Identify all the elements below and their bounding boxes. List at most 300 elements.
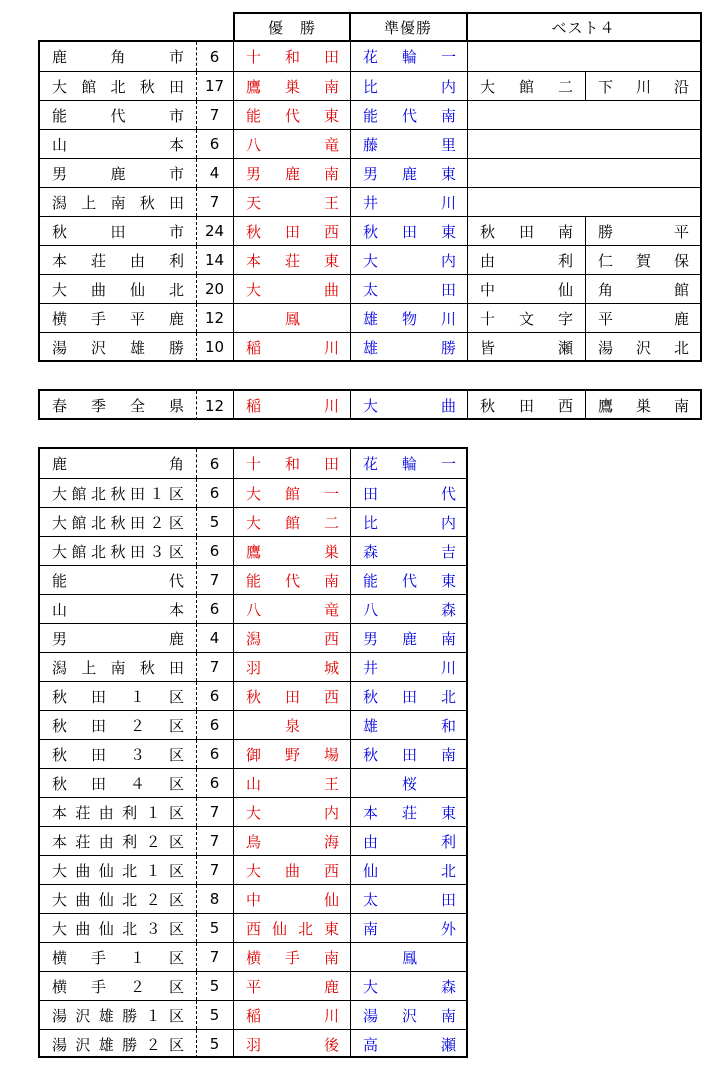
region-cell xyxy=(40,972,196,1000)
region-cell-char: 手 xyxy=(90,948,106,967)
region-cell-char: 季 xyxy=(90,397,106,415)
winner-cell-char: 巣 xyxy=(323,542,339,561)
runner-up-cell-char: 東 xyxy=(440,803,456,822)
table-row xyxy=(40,1029,466,1058)
winner-cell-char: 西 xyxy=(323,629,339,648)
winner-cell-char: 西 xyxy=(246,919,262,938)
best4-cell-char: 利 xyxy=(557,251,573,270)
runner-up-cell-char: 田 xyxy=(440,890,456,909)
runner-up-cell-char: 花 xyxy=(363,455,379,473)
region-cell-char: 秋 xyxy=(52,687,68,706)
runner-up-cell-char: 由 xyxy=(363,832,379,851)
region-cell-char: 秋 xyxy=(110,542,126,561)
winner-cell xyxy=(234,827,351,855)
runner-up-cell-char: 大 xyxy=(363,397,379,415)
region-cell-char: 田 xyxy=(90,687,106,706)
runner-up-cell-char: 代 xyxy=(440,484,456,503)
table-row xyxy=(40,158,700,187)
winner-cell-char: 鹿 xyxy=(284,164,300,183)
winner-cell xyxy=(234,711,351,739)
table-row xyxy=(40,913,466,942)
table-row xyxy=(40,274,700,303)
region-cell-char: 湯 xyxy=(52,338,68,357)
runner-up-cell-char: 仙 xyxy=(363,861,379,880)
region-cell-char: 曲 xyxy=(90,280,106,299)
winner-cell-char: 十 xyxy=(246,455,262,473)
best4-cell-char: 角 xyxy=(598,280,614,299)
table-row xyxy=(40,826,466,855)
region-cell-char: ３ xyxy=(145,919,161,938)
best4-cell-char: 賀 xyxy=(635,251,651,270)
table-row xyxy=(40,478,466,507)
runner-up-cell xyxy=(351,1030,468,1058)
winner-cell-char: 南 xyxy=(323,571,339,590)
runner-up-cell-char: 沢 xyxy=(401,1006,417,1025)
runner-up-cell xyxy=(351,682,468,710)
region-cell-char: ２ xyxy=(129,716,145,735)
region-cell xyxy=(40,72,196,100)
best4-cell-char: 大 xyxy=(480,77,496,96)
winner-cell-char: 西 xyxy=(323,222,339,241)
table-row xyxy=(40,681,466,710)
winner-cell-char: 能 xyxy=(246,571,262,590)
winner-cell-char: 大 xyxy=(246,513,262,532)
runner-up-cell xyxy=(351,740,468,768)
best4-cell-char: 北 xyxy=(673,338,689,357)
best4-cell xyxy=(586,246,701,274)
table-row xyxy=(40,42,700,71)
region-cell xyxy=(40,856,196,884)
region-cell-char: 曲 xyxy=(75,861,91,880)
best4-cell xyxy=(586,217,701,245)
team-count: 4 xyxy=(209,164,220,182)
region-cell-char: 秋 xyxy=(110,484,126,503)
winner-cell xyxy=(234,682,351,710)
runner-up-cell-char: 田 xyxy=(401,687,417,706)
region-cell-char: 雄 xyxy=(129,338,145,357)
region-cell xyxy=(40,101,196,129)
region-cell-char: 田 xyxy=(90,716,106,735)
runner-up-cell-char: 森 xyxy=(363,542,379,561)
region-cell-char: 湯 xyxy=(52,1006,68,1025)
runner-up-cell-char: 森 xyxy=(440,600,456,619)
runner-up-cell-char: 代 xyxy=(401,571,417,590)
region-cell-char: 田 xyxy=(90,745,106,764)
best4-cell-char: 沢 xyxy=(635,338,651,357)
region-cell-char: 湯 xyxy=(52,1035,68,1054)
best4-cell xyxy=(586,333,701,361)
runner-up-cell xyxy=(351,391,468,420)
region-cell-char: 大 xyxy=(52,890,68,909)
team-count: 8 xyxy=(209,890,220,908)
region-cell-char: 秋 xyxy=(52,716,68,735)
best4-cell xyxy=(586,391,701,420)
table-row xyxy=(40,187,700,216)
region-cell-char: 利 xyxy=(122,803,138,822)
winner-cell-char: 後 xyxy=(323,1035,339,1054)
best4-cell-char: 勝 xyxy=(598,222,614,241)
region-cell-char: 区 xyxy=(168,745,184,764)
runner-up-cell-char: 比 xyxy=(363,513,379,532)
winner-cell-char: 羽 xyxy=(246,658,262,677)
region-cell-char: 上 xyxy=(81,658,97,677)
runner-up-cell xyxy=(351,653,468,681)
runner-up-cell-char: 秋 xyxy=(363,745,379,764)
table-row xyxy=(40,971,466,1000)
winner-cell-char: 東 xyxy=(323,106,339,125)
team-count: 6 xyxy=(209,687,220,705)
region-cell-char: 秋 xyxy=(139,193,155,212)
region-cell-char: 区 xyxy=(168,542,184,561)
winner-cell-char: 東 xyxy=(323,919,339,938)
table-row xyxy=(40,100,700,129)
team-count: 5 xyxy=(209,513,220,531)
table-row xyxy=(40,594,466,623)
best4-cell-char: 平 xyxy=(673,222,689,241)
runner-up-cell xyxy=(351,188,468,216)
runner-up-cell xyxy=(351,130,468,158)
winner-cell-char: 大 xyxy=(246,861,262,880)
winner-cell-char: 一 xyxy=(323,484,339,503)
team-count: 6 xyxy=(209,135,220,153)
region-cell-char: 大 xyxy=(52,542,68,561)
winner-cell-char: 鷹 xyxy=(246,77,262,96)
runner-up-cell-char: 鹿 xyxy=(401,164,417,183)
table-row xyxy=(40,884,466,913)
winner-cell xyxy=(234,740,351,768)
team-count: 7 xyxy=(209,193,220,211)
region-cell-char: 館 xyxy=(71,484,87,503)
team-count: 5 xyxy=(209,1035,220,1053)
winner-cell-char: 泉 xyxy=(284,716,300,735)
winner-cell-char: 代 xyxy=(284,106,300,125)
region-cell-char: 荘 xyxy=(90,251,106,270)
runner-up-cell-char: 能 xyxy=(363,571,379,590)
region-cell-char: 仙 xyxy=(129,280,145,299)
best4-cell xyxy=(468,304,585,332)
region-cell-char: 鹿 xyxy=(110,164,126,183)
region-cell-char: ３ xyxy=(129,745,145,764)
region-cell xyxy=(40,246,196,274)
region-cell-char: 横 xyxy=(52,948,68,967)
region-cell-char: 北 xyxy=(90,484,106,503)
runner-up-cell-char: 湯 xyxy=(363,1006,379,1025)
table-row xyxy=(40,129,700,158)
region-cell xyxy=(40,682,196,710)
runner-up-cell-char: 秋 xyxy=(363,687,379,706)
winner-cell xyxy=(234,566,351,594)
region-cell-char: 北 xyxy=(90,542,106,561)
runner-up-cell-char: 里 xyxy=(440,135,456,154)
table-row xyxy=(40,1000,466,1029)
region-cell xyxy=(40,130,196,158)
runner-up-cell-char: 勝 xyxy=(440,338,456,357)
best4-cell-char: 館 xyxy=(673,280,689,299)
region-cell-char: ３ xyxy=(149,542,165,561)
table-row xyxy=(40,942,466,971)
winner-cell-char: 鷹 xyxy=(246,542,262,561)
runner-up-cell-char: 東 xyxy=(440,571,456,590)
winner-cell-char: 潟 xyxy=(246,629,262,648)
region-cell xyxy=(40,798,196,826)
winner-cell-char: 和 xyxy=(284,455,300,473)
runner-up-cell xyxy=(351,42,468,71)
runner-up-cell-char: 井 xyxy=(363,193,379,212)
winner-cell xyxy=(234,1030,351,1058)
best4-cell xyxy=(468,391,585,420)
best4-cell-char: 下 xyxy=(598,77,614,96)
team-count: 6 xyxy=(209,47,220,66)
best4-cell xyxy=(468,275,585,303)
region-cell xyxy=(40,537,196,565)
runner-up-cell-char: 利 xyxy=(440,832,456,851)
runner-up-cell-char: 東 xyxy=(440,164,456,183)
region-cell-char: １ xyxy=(129,948,145,967)
region-cell-char: 代 xyxy=(110,106,126,125)
team-count: 7 xyxy=(209,106,220,124)
region-cell-char: 田 xyxy=(168,77,184,96)
region-cell-char: 田 xyxy=(129,484,145,503)
winner-cell-char: 城 xyxy=(323,658,339,677)
runner-up-cell-char: 能 xyxy=(363,106,379,125)
region-cell-char: 田 xyxy=(168,658,184,677)
team-count: 7 xyxy=(209,861,220,879)
table-row xyxy=(40,449,466,478)
winner-cell-char: 川 xyxy=(323,338,339,357)
runner-up-cell-char: 藤 xyxy=(363,135,379,154)
best4-cell-char: 文 xyxy=(518,309,534,328)
best4-cell-char: 由 xyxy=(480,251,496,270)
region-cell-char: ２ xyxy=(129,977,145,996)
runner-up-cell xyxy=(351,479,468,507)
region-cell-char: 本 xyxy=(52,803,68,822)
winner-cell-char: 仙 xyxy=(271,919,287,938)
winner-cell xyxy=(234,275,351,303)
region-cell-char: 秋 xyxy=(52,774,68,793)
table-row xyxy=(40,507,466,536)
team-count: 6 xyxy=(209,774,220,792)
best4-cell-char: 川 xyxy=(635,77,651,96)
runner-up-cell xyxy=(351,217,468,245)
winner-cell-char: 男 xyxy=(246,164,262,183)
winner-cell-char: 御 xyxy=(246,745,262,764)
table-row xyxy=(40,768,466,797)
best4-cell-char: 平 xyxy=(598,309,614,328)
region-cell-char: 田 xyxy=(129,513,145,532)
table-row xyxy=(40,391,700,420)
winner-cell-char: 南 xyxy=(323,77,339,96)
best4-cell-char: 田 xyxy=(518,222,534,241)
runner-up-cell xyxy=(351,333,468,361)
region-cell-char: 市 xyxy=(168,106,184,125)
winner-cell-char: 川 xyxy=(323,1006,339,1025)
winner-cell xyxy=(234,479,351,507)
winner-cell-char: 館 xyxy=(284,513,300,532)
runner-up-cell-char: 川 xyxy=(440,193,456,212)
winner-cell xyxy=(234,624,351,652)
region-cell-char: 沢 xyxy=(90,338,106,357)
winner-cell-char: 稲 xyxy=(246,397,262,415)
winner-cell-char: 秋 xyxy=(246,222,262,241)
team-count: 12 xyxy=(204,309,225,327)
region-cell-char: 横 xyxy=(52,977,68,996)
runner-up-cell-char: 東 xyxy=(440,222,456,241)
runner-up-cell-char: 比 xyxy=(363,77,379,96)
runner-up-cell xyxy=(351,711,468,739)
region-cell-char: 北 xyxy=(110,77,126,96)
region-cell-char: １ xyxy=(145,803,161,822)
runner-up-cell-char: 代 xyxy=(401,106,417,125)
region-cell-char: 鹿 xyxy=(168,629,184,648)
runner-up-cell-char: 田 xyxy=(401,745,417,764)
runner-up-cell-char: 太 xyxy=(363,890,379,909)
runner-up-cell xyxy=(351,246,468,274)
region-cell-char: 鹿 xyxy=(168,309,184,328)
runner-up-cell-char: 物 xyxy=(401,309,417,328)
runner-up-cell-char: 本 xyxy=(363,803,379,822)
spring-results-table xyxy=(38,389,702,420)
runner-up-cell-char: 一 xyxy=(440,455,456,473)
region-cell-char: 区 xyxy=(168,977,184,996)
winner-cell-char: 中 xyxy=(246,890,262,909)
region-cell xyxy=(40,159,196,187)
table-row xyxy=(40,710,466,739)
region-cell-char: 潟 xyxy=(52,193,68,212)
winner-cell-char: 大 xyxy=(246,484,262,503)
region-cell-char: 男 xyxy=(52,164,68,183)
region-cell-char: 北 xyxy=(122,890,138,909)
region-cell xyxy=(40,769,196,797)
runner-up-cell-char: 川 xyxy=(440,309,456,328)
winner-cell-char: 西 xyxy=(323,687,339,706)
team-count: 6 xyxy=(209,600,220,618)
region-cell-char: 利 xyxy=(122,832,138,851)
winner-cell xyxy=(234,914,351,942)
region-cell xyxy=(40,188,196,216)
region-cell xyxy=(40,508,196,536)
winner-cell-char: 北 xyxy=(297,919,313,938)
team-count: 5 xyxy=(209,1006,220,1024)
winner-cell-char: 能 xyxy=(246,106,262,125)
team-count: 6 xyxy=(209,542,220,560)
table-row xyxy=(40,71,700,100)
winner-cell-char: 田 xyxy=(284,222,300,241)
runner-up-cell-char: 男 xyxy=(363,164,379,183)
runner-up-cell-char: 男 xyxy=(363,629,379,648)
best4-cell-char: 西 xyxy=(557,397,573,415)
table-row xyxy=(40,652,466,681)
best4-cell-char: 鷹 xyxy=(598,397,614,415)
runner-up-cell-char: 花 xyxy=(363,48,379,66)
runner-up-cell-char: 南 xyxy=(440,1006,456,1025)
region-cell-char: 田 xyxy=(90,774,106,793)
team-count: 7 xyxy=(209,803,220,821)
runner-up-cell-char: 曲 xyxy=(440,397,456,415)
region-cell-char: 区 xyxy=(168,1035,184,1054)
region-cell xyxy=(40,914,196,942)
runner-up-cell-char: 井 xyxy=(363,658,379,677)
winner-cell-char: 手 xyxy=(284,948,300,967)
runner-up-cell-char: 輪 xyxy=(401,48,417,66)
best4-cell xyxy=(586,275,701,303)
table-row xyxy=(40,303,700,332)
region-cell-char: ４ xyxy=(129,774,145,793)
runner-up-cell-char: 田 xyxy=(401,222,417,241)
winner-cell-char: 代 xyxy=(284,571,300,590)
region-cell-char: 秋 xyxy=(139,77,155,96)
table-row xyxy=(40,245,700,274)
best4-cell-char: 仁 xyxy=(598,251,614,270)
region-cell-char: 荘 xyxy=(75,832,91,851)
table-row xyxy=(40,216,700,245)
winner-cell xyxy=(234,391,351,420)
region-cell-char: 県 xyxy=(168,397,184,415)
runner-up-cell-char: 内 xyxy=(440,77,456,96)
region-cell xyxy=(40,943,196,971)
runner-up-cell xyxy=(351,595,468,623)
runner-up-cell-char: 内 xyxy=(440,513,456,532)
table-row xyxy=(40,536,466,565)
region-cell-char: 区 xyxy=(168,861,184,880)
winner-cell-char: 鳳 xyxy=(284,309,300,328)
region-cell-char: 鹿 xyxy=(52,48,68,66)
runner-up-cell-char: 北 xyxy=(440,687,456,706)
table-row xyxy=(40,623,466,652)
region-cell-char: 鹿 xyxy=(52,455,68,473)
region-cell-char: 区 xyxy=(168,484,184,503)
table-row xyxy=(40,565,466,594)
region-cell-char: 平 xyxy=(129,309,145,328)
winner-cell-char: 稲 xyxy=(246,338,262,357)
runner-up-cell xyxy=(351,275,468,303)
winner-cell xyxy=(234,856,351,884)
winner-cell-char: 大 xyxy=(246,803,262,822)
region-cell xyxy=(40,711,196,739)
winner-cell xyxy=(234,188,351,216)
header-runner-up xyxy=(349,12,468,42)
region-cell-char: 区 xyxy=(168,832,184,851)
best4-cell-char: 中 xyxy=(480,280,496,299)
region-cell-char: 区 xyxy=(168,890,184,909)
region-cell-char: 区 xyxy=(168,716,184,735)
runner-up-cell-char: 南 xyxy=(440,629,456,648)
winner-cell xyxy=(234,508,351,536)
team-count: 20 xyxy=(204,280,225,298)
runner-up-cell xyxy=(351,769,468,797)
runner-up-cell xyxy=(351,856,468,884)
best4-cell-char: 湯 xyxy=(598,338,614,357)
winner-cell xyxy=(234,72,351,100)
region-cell xyxy=(40,827,196,855)
region-cell-char: 田 xyxy=(110,222,126,241)
region-cell-char: 本 xyxy=(168,600,184,619)
team-count: 24 xyxy=(204,222,225,240)
best4-cell-char: 田 xyxy=(518,397,534,415)
runner-up-cell xyxy=(351,159,468,187)
best4-cell-char: 瀬 xyxy=(557,338,573,357)
region-cell-char: 館 xyxy=(71,542,87,561)
header-best4 xyxy=(466,12,702,42)
runner-up-cell-char: 田 xyxy=(440,280,456,299)
winner-cell-char: 本 xyxy=(246,251,262,270)
runner-up-cell-char: 森 xyxy=(440,977,456,996)
winner-cell-char: 平 xyxy=(246,977,262,996)
winner-cell-char: 鹿 xyxy=(323,977,339,996)
runner-up-cell-char: 雄 xyxy=(363,716,379,735)
region-cell xyxy=(40,740,196,768)
region-cell-char: 市 xyxy=(168,164,184,183)
team-count: 5 xyxy=(209,977,220,995)
